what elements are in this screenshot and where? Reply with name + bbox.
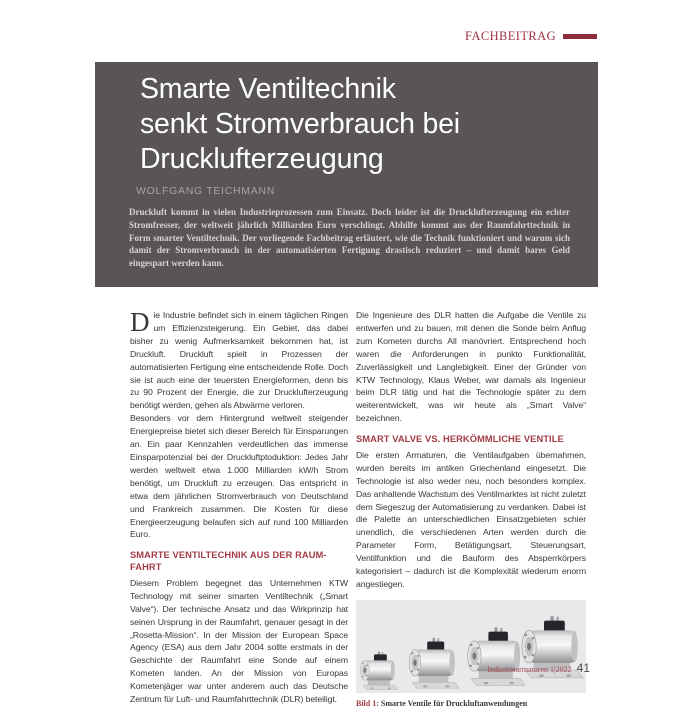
paragraph-5: Die ersten Armaturen, die Ventilaufgaben übernahmen, wurden bereits im antiken Griechenland eingesetzt. Die Technologie ist also weder neu, noch besonders komplex. Das anhaltende Wachstum des Ventilmarktes ist nicht zuletzt dem Siegeszug der Automatisierung zu verdanken. Dabei ist die Palette an unterschiedlichen Einsatzgebieten schier unendlich, die verschiedenen Arten werden durch die Parameter Form, Betätigungsart, Steuerungsart, Ventilfunktion und die Bauform des Absperrkörpers kategorisiert – dadurch ist die Komplexität wiederum enorm angestiegen. <box>356 449 586 590</box>
article-header-box <box>95 62 598 287</box>
paragraph-1 <box>130 309 348 412</box>
page-title-line-3: Drucklufterzeugung <box>140 143 384 175</box>
figure-caption-text: Smarte Ventile für Druckluftanwendungen <box>378 698 528 708</box>
kicker-row <box>465 29 597 44</box>
section-heading-smart-valve: SMART VALVE VS. HERKÖMMLICHE VENTILE <box>356 434 564 445</box>
figure-caption-label: Bild 1: <box>356 698 379 708</box>
page-title <box>140 72 570 177</box>
paragraph-2: Besonders vor dem Hintergrund weltweit steigender Energiepreise bietet sich dieser Bereich für Einsparungen an. Ein paar Kennzahlen verdeutlichen das immense Einsparpotenzial bei der Druckluftptoduktion: Jedes Jahr werden weltweit etwa 1.000 Milliarden kW/h Strom benötigt, um Druckluft zu erzeugen. Das entspricht in etwa dem jährlichen Stromverbrauch von Deutschland und Frankreich zusammen. Die Kosten für diese Energieerzeugung belaufen sich auf rund 100 Milliarden Euro. <box>130 413 348 540</box>
page-number: 41 <box>576 661 590 675</box>
kicker-label: FACHBEITRAG <box>465 29 556 43</box>
author-name: WOLFGANG TEICHMANN <box>136 185 275 197</box>
valves-photo <box>356 600 586 693</box>
right-column <box>356 309 586 711</box>
section-heading-raumfahrt: SMARTE VENTILTECHNIK AUS DER RAUM-FAHRT <box>130 550 327 573</box>
article-body <box>130 309 586 711</box>
page-title-line-2: senkt Stromverbrauch bei <box>140 108 460 140</box>
valves-photo-illustration <box>356 600 586 693</box>
page-footer <box>487 661 590 675</box>
paragraph-3: Diesem Problem begegnet das Unternehmen KTW Technology mit seiner smarten Ventiltechnik („Smart Valve“). Der technische Ansatz und das Wirkprinzip hat seinen Ursprung in der Raumfahrt, genauer gesagt in der „Rosetta-Mission“. In der Mission der European Space Agency (ESA) aus dem Jahr 2004 sollte erstmals in der Geschichte der Raumfahrt eine Sonde auf einem Kometen landen. An der Mission von Europas Kometenjäger war unter anderem auch das Deutsche Zentrum für Luft- und Raumfahrttechnik (DLR) beteiligt. <box>130 577 348 705</box>
journal-name: Industriearmaturen 1|2022 <box>487 665 572 674</box>
kicker-bar <box>563 34 597 39</box>
drop-cap: D <box>130 307 150 337</box>
left-column <box>130 309 348 711</box>
paragraph-4: Die Ingenieure des DLR hatten die Aufgabe die Ventile zu entwerfen und zu bauen, mit denen die Sonde beim Anflug zum Kometen durchs All manövriert. Entsprechend hoch waren die Anforderungen in punkto Funktionalität, Zuverlässigkeit und Langlebigkeit. Einer der Gründer von KTW Technology, Klaus Weber, war damals als Ingenieur beim DLR tätig und hat die Technologie später zu dem weiterentwickelt, was wir heute als „Smart Valve“ bezeichnen. <box>356 310 586 424</box>
lead-paragraph: Druckluft kommt in vielen Industrieprozessen zum Einsatz. Doch leider ist die Drucklufterzeugung ein echter Stromfresser, der weltweit jährlich Milliarden Euro verschlingt. Abhilfe kommt aus der Raumfahrttechnik in Form smarter Ventiltechnik. Der vorliegende Fachbeitrag erläutert, wie die Technik funktioniert und warum sich damit der Stromverbrauch in der automatisierten Fertigung drastisch reduziert – und damit bares Geld eingespart werden kann. <box>129 207 570 269</box>
paragraph-1-text: ie Industrie befindet sich in einem täglichen Ringen um Effizienzsteigerung. Ein Gebiet, das dabei bisher zu wenig Aufmerksamkeit bekommen hat, ist Druckluft. Druckluft spielt in Prozessen der automatisierten Fertigung eine entscheidende Rolle. Doch sie ist auch eine der teuersten Energieformen, denn bis zu 90 Prozent der Energie, die zur Drucklufterzeugung benötigt werden, gehen als Abwärme verloren. <box>130 310 348 411</box>
page-title-line-1: Smarte Ventiltechnik <box>140 73 396 105</box>
